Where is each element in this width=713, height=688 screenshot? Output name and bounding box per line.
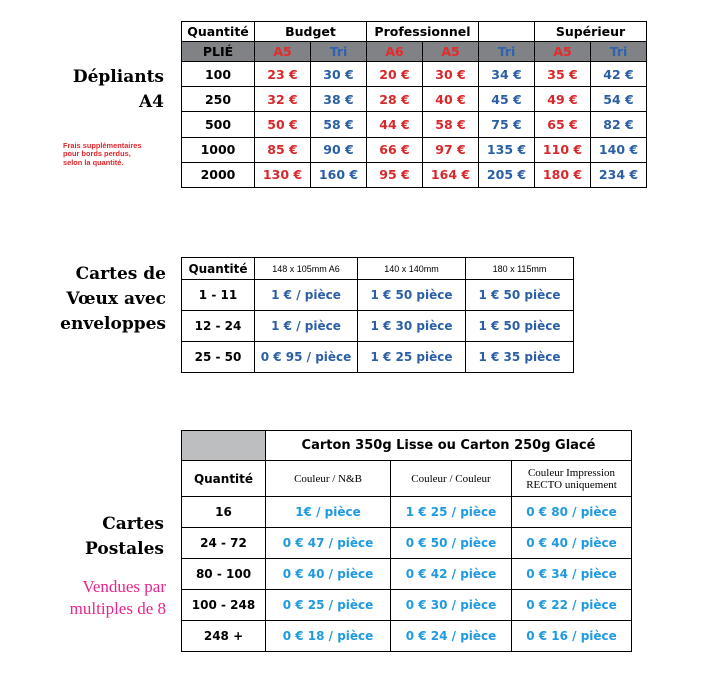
price-cell: 30 € xyxy=(423,62,479,87)
price-cell: 0 € 16 / pièce xyxy=(512,621,632,652)
quantity-cell: 24 - 72 xyxy=(182,528,266,559)
price-cell: 23 € xyxy=(255,62,311,87)
price-cell: 205 € xyxy=(479,162,535,187)
header-quantite: Quantité xyxy=(182,461,266,497)
table-row xyxy=(182,87,647,112)
price-cell: 0 € 42 / pièce xyxy=(391,559,512,590)
price-cell: 54 € xyxy=(591,87,647,112)
carton-title: Carton 350g Lisse ou Carton 250g Glacé xyxy=(266,431,632,461)
price-cell: 180 € xyxy=(535,162,591,187)
quantity-cell: 80 - 100 xyxy=(182,559,266,590)
header-couleur-nb: Couleur / N&B xyxy=(266,461,391,497)
price-cell: 28 € xyxy=(367,87,423,112)
table-row xyxy=(182,621,632,652)
price-cell: 75 € xyxy=(479,112,535,137)
price-cell: 66 € xyxy=(367,137,423,162)
price-cell: 30 € xyxy=(311,62,367,87)
postales-pink-line1: Vendues par xyxy=(82,577,166,596)
price-cell: 82 € xyxy=(591,112,647,137)
header-blank xyxy=(182,431,266,461)
depliants-label xyxy=(40,65,164,115)
quantity-cell: 100 xyxy=(182,62,255,87)
header-recto xyxy=(512,461,632,497)
subheader-format: A5 xyxy=(535,42,591,62)
price-cell: 1 € / pièce xyxy=(255,311,358,342)
price-cell: 20 € xyxy=(367,62,423,87)
depliants-label-line1: Dépliants xyxy=(72,67,164,87)
price-cell: 95 € xyxy=(367,162,423,187)
subheader-plie: PLIÉ xyxy=(182,42,255,62)
price-cell: 97 € xyxy=(423,137,479,162)
subheader-format: A5 xyxy=(255,42,311,62)
depliants-note xyxy=(63,142,173,167)
header-professionnel: Professionnel xyxy=(367,22,479,42)
header-format-square: 140 x 140mm xyxy=(358,258,466,280)
depliants-note-line1: Frais supplémentaires xyxy=(63,141,142,150)
price-cell: 85 € xyxy=(255,137,311,162)
table-row xyxy=(182,62,647,87)
quantity-cell: 250 xyxy=(182,87,255,112)
price-cell: 0 € 30 / pièce xyxy=(391,590,512,621)
quantity-cell: 248 + xyxy=(182,621,266,652)
postales-pink-line2: multiples de 8 xyxy=(69,599,166,618)
quantity-cell: 500 xyxy=(182,112,255,137)
price-cell: 40 € xyxy=(423,87,479,112)
price-cell: 130 € xyxy=(255,162,311,187)
price-cell: 1 € 50 pièce xyxy=(466,311,574,342)
header-quantite: Quantité xyxy=(182,258,255,280)
voeux-label xyxy=(30,262,166,337)
price-cell: 135 € xyxy=(479,137,535,162)
postales-label-line1: Cartes xyxy=(102,514,164,534)
price-cell: 0 € 80 / pièce xyxy=(512,497,632,528)
price-cell: 38 € xyxy=(311,87,367,112)
price-cell: 42 € xyxy=(591,62,647,87)
price-cell: 0 € 47 / pièce xyxy=(266,528,391,559)
price-cell: 164 € xyxy=(423,162,479,187)
voeux-label-line2: Vœux avec xyxy=(66,289,166,309)
price-cell: 0 € 34 / pièce xyxy=(512,559,632,590)
table-row xyxy=(182,311,574,342)
depliants-note-line2: pour bords perdus, xyxy=(63,149,131,159)
header-format-a6: 148 x 105mm A6 xyxy=(255,258,358,280)
table-row xyxy=(182,342,574,373)
price-cell: 110 € xyxy=(535,137,591,162)
header-empty xyxy=(479,22,535,42)
price-cell: 0 € 50 / pièce xyxy=(391,528,512,559)
header-budget: Budget xyxy=(255,22,367,42)
table-row xyxy=(182,112,647,137)
price-cell: 140 € xyxy=(591,137,647,162)
price-cell: 0 € 18 / pièce xyxy=(266,621,391,652)
table-row xyxy=(182,528,632,559)
price-cell: 0 € 40 / pièce xyxy=(266,559,391,590)
price-cell: 1€ / pièce xyxy=(266,497,391,528)
table-row xyxy=(182,559,632,590)
price-cell: 35 € xyxy=(535,62,591,87)
depliants-price-table xyxy=(181,21,647,188)
price-cell: 0 € 22 / pièce xyxy=(512,590,632,621)
quantity-cell: 25 - 50 xyxy=(182,342,255,373)
price-cell: 58 € xyxy=(311,112,367,137)
quantity-cell: 1 - 11 xyxy=(182,280,255,311)
voeux-label-line3: enveloppes xyxy=(60,314,166,334)
price-cell: 160 € xyxy=(311,162,367,187)
price-cell: 1 € 50 pièce xyxy=(466,280,574,311)
price-cell: 0 € 25 / pièce xyxy=(266,590,391,621)
price-cell: 34 € xyxy=(479,62,535,87)
price-cell: 50 € xyxy=(255,112,311,137)
price-cell: 90 € xyxy=(311,137,367,162)
voeux-price-table xyxy=(181,257,574,373)
subheader-format: Tri xyxy=(311,42,367,62)
price-cell: 49 € xyxy=(535,87,591,112)
table-row xyxy=(182,497,632,528)
price-cell: 65 € xyxy=(535,112,591,137)
depliants-label-line2: A4 xyxy=(138,92,164,112)
price-cell: 1 € 35 pièce xyxy=(466,342,574,373)
subheader-format: Tri xyxy=(479,42,535,62)
voeux-label-line1: Cartes de xyxy=(75,264,166,284)
table-row xyxy=(182,162,647,187)
price-cell: 32 € xyxy=(255,87,311,112)
price-cell: 1 € 25 / pièce xyxy=(391,497,512,528)
price-cell: 44 € xyxy=(367,112,423,137)
postales-label-line2: Postales xyxy=(85,539,164,559)
header-superieur: Supérieur xyxy=(535,22,647,42)
postales-multiples-note xyxy=(20,576,166,620)
subheader-format: A5 xyxy=(423,42,479,62)
quantity-cell: 100 - 248 xyxy=(182,590,266,621)
postales-price-table xyxy=(181,430,632,652)
header-format-long: 180 x 115mm xyxy=(466,258,574,280)
quantity-cell: 12 - 24 xyxy=(182,311,255,342)
price-cell: 1 € 30 pièce xyxy=(358,311,466,342)
price-cell: 0 € 95 / pièce xyxy=(255,342,358,373)
postales-label xyxy=(40,512,164,562)
table-row xyxy=(182,137,647,162)
quantity-cell: 1000 xyxy=(182,137,255,162)
price-cell: 0 € 24 / pièce xyxy=(391,621,512,652)
subheader-format: Tri xyxy=(591,42,647,62)
header-recto-line2: RECTO uniquement xyxy=(526,478,617,491)
price-cell: 58 € xyxy=(423,112,479,137)
quantity-cell: 2000 xyxy=(182,162,255,187)
table-row xyxy=(182,590,632,621)
table-row xyxy=(182,280,574,311)
depliants-note-line3: selon la quantité. xyxy=(63,157,124,167)
header-recto-line1: Couleur Impression xyxy=(527,466,616,479)
header-couleur-couleur: Couleur / Couleur xyxy=(391,461,512,497)
header-quantite: Quantité xyxy=(182,22,255,42)
price-cell: 234 € xyxy=(591,162,647,187)
price-cell: 45 € xyxy=(479,87,535,112)
price-cell: 0 € 40 / pièce xyxy=(512,528,632,559)
price-cell: 1 € / pièce xyxy=(255,280,358,311)
price-cell: 1 € 25 pièce xyxy=(358,342,466,373)
subheader-format: A6 xyxy=(367,42,423,62)
quantity-cell: 16 xyxy=(182,497,266,528)
price-cell: 1 € 50 pièce xyxy=(358,280,466,311)
